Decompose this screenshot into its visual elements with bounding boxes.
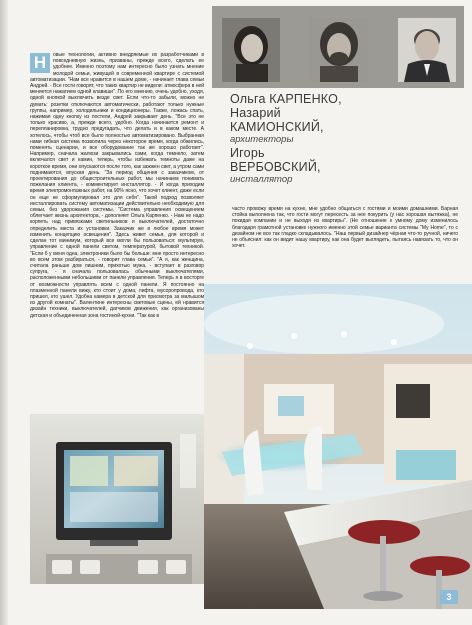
portrait-igor-verbovsky (398, 18, 456, 82)
article-body-right: часто провожу время на кухне, мне удобно общаться с гостями и моими домашними. Барная стойка выполнена так, что гости могут пересесть за нее покурить (у нас хорошая вытяжка), не покидая компании и не выходя из квартиры". (Не отношение к умному дому изменилось благодаря грамотной установке нужного именно этой семье варианта системы "My Home", то с дизайном не все так гладко складывалось. "Наш первый дизайнер чёрная что-то ручной, ничего не объяснил: как он видит нашу квартиру, как она будет выглядеть, пытаясь навязать то, что он хочет. (232, 206, 458, 250)
article-body-left (30, 52, 204, 319)
article-right-column (232, 206, 458, 292)
portraits-strip (212, 6, 464, 88)
touch-panel-photo (30, 414, 206, 584)
page-gutter-shadow (0, 0, 8, 625)
credit-role-architects: архитекторы (230, 134, 294, 145)
credit-name-karpenko: Ольга КАРПЕНКО, (230, 92, 342, 106)
portrait-nazariy-kamionsky (310, 18, 368, 82)
credit-last-name-kamionsky: КАМИОНСКИЙ, (230, 120, 324, 134)
kitchen-interior-photo (204, 284, 472, 609)
touch-panel-illustration (30, 414, 206, 584)
credit-first-name-nazariy: Назарий (230, 106, 281, 120)
credit-first-name-igor: Игорь (230, 146, 265, 160)
portrait-olga-karpenko (222, 18, 280, 82)
credit-last-name-verbovsky: ВЕРБОВСКИЙ, (230, 160, 321, 174)
credit-role-installer: инсталлятор (230, 174, 293, 185)
drop-cap: Н (30, 53, 50, 73)
kitchen-illustration (204, 284, 472, 609)
article-body-left-text: овые технологии, активно внедряемые их разработчиками в повседневную жизнь, призваны, прежде всего, сделать ее удобнее. Именно поэтому нам интересно было узнать мнение молодой семьи, живущей в современной квартире с системой автоматизации. "Нам все нравится в нашем доме, - начинает глава семьи Андрей. - Все гости говорят, что таких квартир не видели: атмосфера в ней меняется нажатием одной клавиши". По его мнению, очень удобно, уходя, одной кнопкой выключить везде свет. Если что-то забыли, можно не думать: розетки отключаются автоматически, работают только нужные группы, например, холодильники и кондиционеры. Также, ложась спать, нажимая одну кнопку из постели, Андрей закрывает день. "Все это не только красиво, а, прежде всего, удобно. Когда начинается ремонт и перепланировка, трудно предугадать, что делать и в каком месте. А хотелось, чтобы чтоб все было полностью автоматизировано. Выбранная нами гибкая система позволила через некоторое время, когда обжились, поменять сценарии, и все оборудование так же хорошо работает". Например, сначала жалюзи закрывались сами, когда темнело, затем включался свет и камин, теперь, чтобы избежать темноты даже на короткое время, они опускаются после того, как зажжен свет, а утром сами поднимаются, впуская день. "За период общения с заказчиком, от проектирования до общестроительных работ, мы начинаем понимать пожелания клиента, - комментирует инсталлятор. - И когда приходим время электромонтажных работ, на 90% ясно, что хочет клиент, даже если он еще не сформулировал это для себя". Такой подход позволяет инсталлировать систему автоматизации действительно необходимую для семьи, без удорожания системы. "Система управления освещением облегчает жизнь архитектора, - дополняет Ольга Карпенко. - Нам не надо корпеть над привязками светильников и выключателей, достаточно определить места их установки. Заказчик же в любое время может изменить концепцию освещения". Здесь живет семья, для которой и сделан тот минимум, который все могли бы пользоваться: мультирум, управление с одной панели светом, температурой, бытовой техникой. "Если б у меня одна, электроники было бы больше: мне просто интересно во всем этом разбираться, - говорит глава семьи". "А я, как женщина, считала раньше дом лишним, прихотью мужа, - вступает в разговор супруга, - я сначала пользовалась обычными выключателями, расположенными небольшими от панели управления. Теперь я в восторге от возможности управлять всем с одной панели. Я постоянно на плазменной панели вижу, кто стоит у дома, лифта, мусоропровода, кто пришел, кто ушел. Удобна камера в детской для присмотра за малышом из другой комнаты". Валентине интересны световые сцены, ей нравится дизайн техники, выключателей, датчиков движения, как организованы детская и объединенная зона гостиной-кухни. "Так как в (30, 52, 204, 319)
article-left-column (30, 52, 204, 412)
credits-block (230, 92, 466, 186)
page-number: 3 (440, 590, 458, 604)
